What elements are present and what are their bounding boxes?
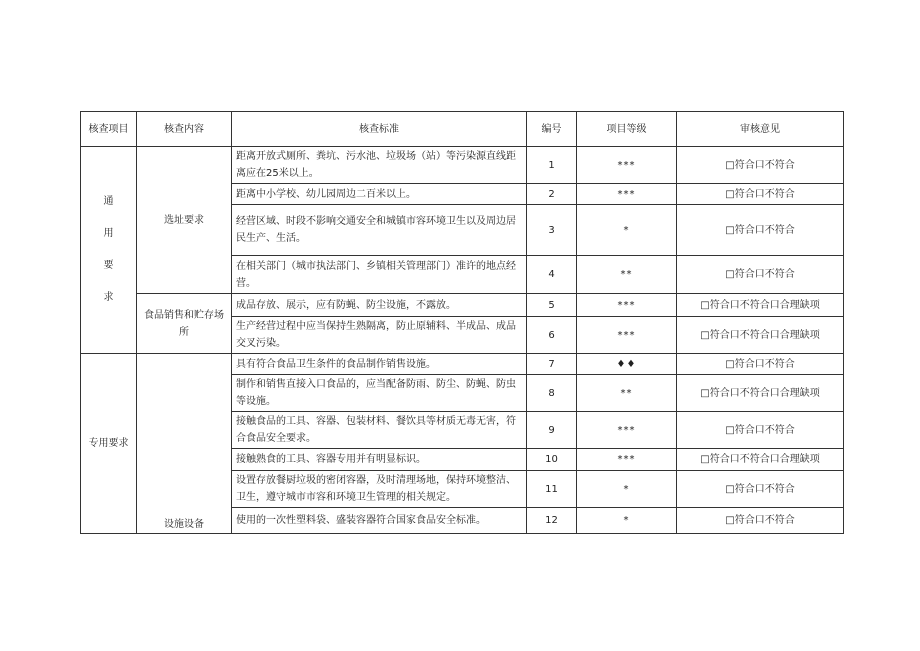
grade-cell: ***	[577, 449, 677, 471]
content-facility: 设施设备	[137, 354, 232, 534]
opinion-cell[interactable]: □符合口不符合口合理缺项	[677, 317, 844, 354]
number-cell: 7	[527, 354, 577, 375]
category-char: 用	[103, 228, 114, 239]
number-cell: 10	[527, 449, 577, 471]
opinion-cell[interactable]: □符合口不符合	[677, 256, 844, 294]
grade-cell: **	[577, 375, 677, 412]
standard-cell: 距离开放式厕所、粪坑、污水池、垃圾场（站）等污染源直线距离应在25米以上。	[232, 147, 527, 184]
grade-cell: ***	[577, 317, 677, 354]
table-row	[81, 147, 844, 184]
number-cell: 6	[527, 317, 577, 354]
opinion-cell[interactable]: □符合口不符合口合理缺项	[677, 294, 844, 317]
standard-cell: 具有符合食品卫生条件的食品制作销售设施。	[232, 354, 527, 375]
opinion-cell[interactable]: □符合口不符合	[677, 205, 844, 256]
standard-cell: 距离中小学校、幼儿园周边二百米以上。	[232, 184, 527, 205]
grade-cell: *	[577, 471, 677, 508]
header-content: 核查内容	[137, 112, 232, 147]
standard-cell: 生产经营过程中应当保持生熟隔离，防止原辅料、半成品、成品交叉污染。	[232, 317, 527, 354]
inspection-table	[80, 111, 844, 534]
number-cell: 9	[527, 412, 577, 449]
standard-cell: 经营区域、时段不影响交通安全和城镇市容环境卫生以及周边居民生产、生活。	[232, 205, 527, 256]
content-site: 选址要求	[137, 147, 232, 294]
number-cell: 12	[527, 508, 577, 534]
number-cell: 11	[527, 471, 577, 508]
table-row	[81, 294, 844, 317]
standard-cell: 制作和销售直接入口食品的，应当配备防雨、防尘、防蝇、防虫等设施。	[232, 375, 527, 412]
standard-cell: 接触熟食的工具、容器专用并有明显标识。	[232, 449, 527, 471]
standard-cell: 接触食品的工具、容器、包装材料、餐饮具等材质无毒无害，符合食品安全要求。	[232, 412, 527, 449]
header-standard: 核查标准	[232, 112, 527, 147]
content-storage: 食品销售和贮存场所	[137, 294, 232, 354]
category-char: 求	[103, 292, 114, 303]
grade-cell: *	[577, 205, 677, 256]
opinion-cell[interactable]: □符合口不符合	[677, 412, 844, 449]
number-cell: 5	[527, 294, 577, 317]
grade-cell: ***	[577, 147, 677, 184]
header-opinion: 审核意见	[677, 112, 844, 147]
opinion-cell[interactable]: □符合口不符合	[677, 184, 844, 205]
grade-cell: ***	[577, 412, 677, 449]
opinion-cell[interactable]: □符合口不符合	[677, 354, 844, 375]
grade-cell: ***	[577, 184, 677, 205]
number-cell: 1	[527, 147, 577, 184]
standard-cell: 在相关部门（城市执法部门、乡镇相关管理部门）准许的地点经营。	[232, 256, 527, 294]
header-grade: 项目等级	[577, 112, 677, 147]
header-row	[81, 112, 844, 147]
grade-cell: ♦♦	[577, 354, 677, 375]
category-general	[81, 147, 137, 354]
grade-cell: *	[577, 508, 677, 534]
opinion-cell[interactable]: □符合口不符合口合理缺项	[677, 449, 844, 471]
standard-cell: 设置存放餐厨垃圾的密闭容器，及时清理场地，保持环境整洁、卫生，遵守城市市容和环境卫生管理的相关规定。	[232, 471, 527, 508]
category-char: 通	[103, 196, 114, 207]
table-row	[81, 354, 844, 375]
header-number: 编号	[527, 112, 577, 147]
opinion-cell[interactable]: □符合口不符合	[677, 508, 844, 534]
standard-cell: 成品存放、展示，应有防蝇、防尘设施，不露放。	[232, 294, 527, 317]
standard-cell: 使用的一次性塑料袋、盛装容器符合国家食品安全标准。	[232, 508, 527, 534]
grade-cell: **	[577, 256, 677, 294]
header-item: 核查项目	[81, 112, 137, 147]
number-cell: 8	[527, 375, 577, 412]
opinion-cell[interactable]: □符合口不符合	[677, 471, 844, 508]
opinion-cell[interactable]: □符合口不符合	[677, 147, 844, 184]
number-cell: 3	[527, 205, 577, 256]
opinion-cell[interactable]: □符合口不符合口合理缺项	[677, 375, 844, 412]
number-cell: 4	[527, 256, 577, 294]
category-char: 要	[103, 260, 114, 271]
category-special: 专用要求	[81, 354, 137, 534]
grade-cell: ***	[577, 294, 677, 317]
number-cell: 2	[527, 184, 577, 205]
